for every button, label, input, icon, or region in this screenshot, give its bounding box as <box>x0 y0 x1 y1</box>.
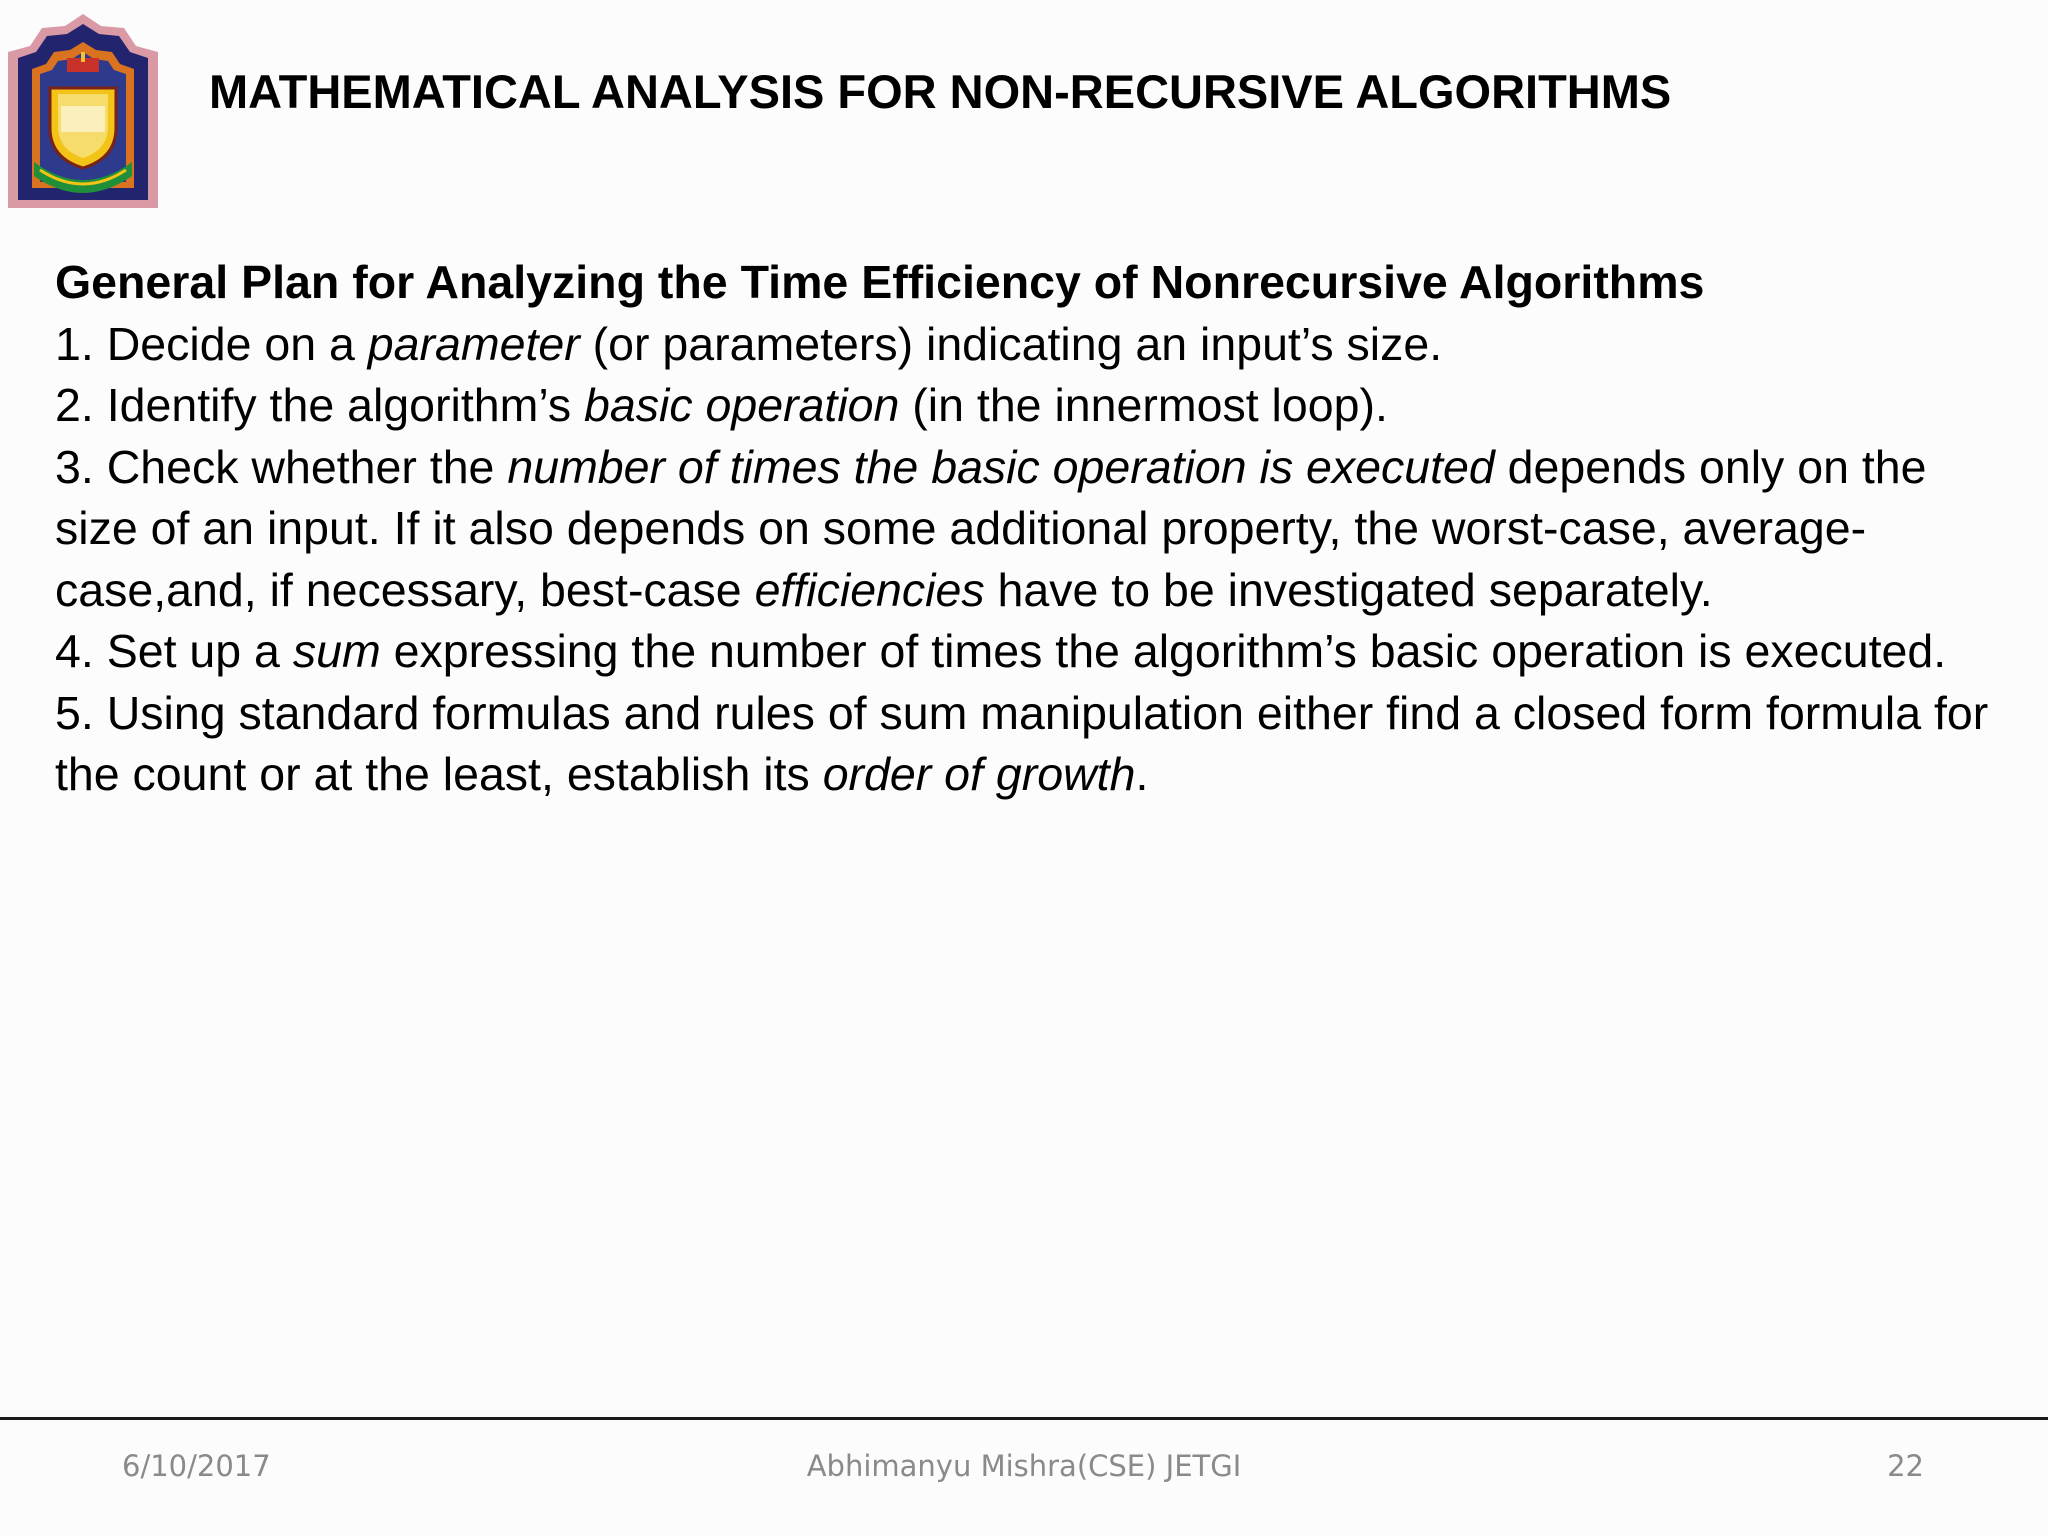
step-text: have to be investigated separately. <box>984 563 1713 616</box>
step-emphasis: basic operation <box>584 379 900 431</box>
step-text: 4. Set up a <box>55 625 293 677</box>
footer-date: 6/10/2017 <box>122 1449 271 1483</box>
step-1 <box>55 314 2015 376</box>
step-emphasis: parameter <box>367 317 580 370</box>
step-text: (or parameters) indicating an input’s size. <box>579 317 1443 370</box>
step-text: expressing the number of times the algorithm’s basic operation is executed. <box>380 625 1947 677</box>
step-text: 1. Decide on a <box>55 317 368 370</box>
step-emphasis: number of times the basic operation is executed <box>507 440 1495 493</box>
slide-content <box>55 252 2015 806</box>
step-emphasis: sum <box>292 625 381 677</box>
step-text: . <box>1135 748 1149 800</box>
step-text: (in the innermost loop). <box>899 379 1388 431</box>
step-3 <box>55 437 2015 622</box>
step-emphasis: efficiencies <box>754 563 985 616</box>
footer-divider <box>0 1417 2048 1420</box>
step-2 <box>55 375 2015 437</box>
footer-page-number: 22 <box>1887 1449 1924 1483</box>
slide-title: MATHEMATICAL ANALYSIS FOR NON-RECURSIVE ALGORITHMS <box>209 65 1672 118</box>
step-text: depends only on the size of an input. If it also depends on some additional property, the worst-case, average-case,and, if necessary, best-case <box>55 440 1927 616</box>
footer-author: Abhimanyu Mishra(CSE) JETGI <box>806 1449 1242 1483</box>
step-text: 3. Check whether the <box>55 440 508 493</box>
institution-crest-logo <box>4 12 162 208</box>
step-text: 2. Identify the algorithm’s <box>55 379 585 431</box>
step-text: 5. Using standard formulas and rules of sum manipulation either find a closed form formula for the count or at the least, establish its <box>55 686 1989 800</box>
step-5 <box>55 683 2015 806</box>
plan-heading: General Plan for Analyzing the Time Efficiency of Nonrecursive Algorithms <box>55 256 1705 308</box>
step-emphasis: order of growth <box>822 748 1136 800</box>
step-4 <box>55 621 2015 683</box>
